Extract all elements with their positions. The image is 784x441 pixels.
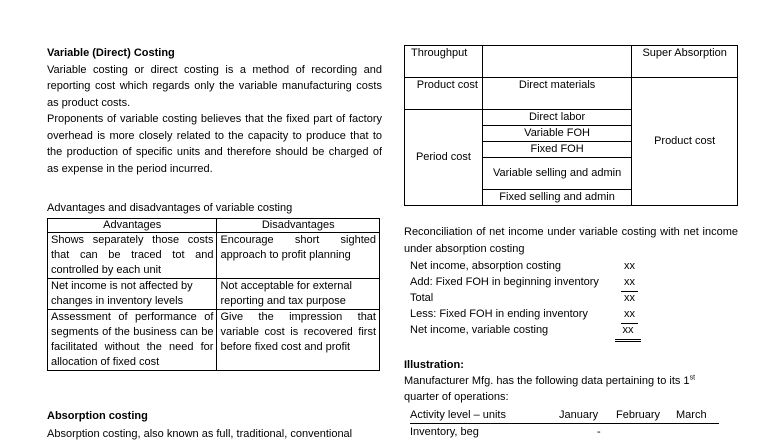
absorption-costing-title: Absorption costing	[47, 410, 148, 422]
variable-foh-cell: Variable FOH	[482, 126, 631, 142]
illustration-intro-text: Manufacturer Mfg. has the following data pertaining to its 1	[404, 375, 690, 387]
advantage-cell: Net income is not affected by changes in inventory levels	[48, 279, 217, 310]
variable-selling-cell: Variable selling and admin	[482, 158, 631, 190]
variable-costing-title: Variable (Direct) Costing	[47, 47, 175, 59]
costing-methods-table	[404, 45, 738, 206]
period-cost-label: Period cost	[405, 110, 483, 206]
super-absorption-header: Super Absorption	[632, 46, 738, 78]
variable-costing-paragraph-2: Proponents of variable costing believes that the fixed part of factory overhead is more closely related to the capacity to produce that to the production of specific units and therefore should be charged of as expense in the period incurred.	[47, 113, 382, 175]
reconciliation-line	[410, 274, 640, 290]
table-row	[410, 424, 719, 441]
illustration-intro	[404, 373, 695, 390]
reconciliation-amount: xx	[621, 306, 638, 324]
advantages-header: Advantages	[48, 219, 217, 233]
reconciliation-label: Net income, variable costing	[410, 324, 549, 336]
inventory-beg-january: -	[597, 426, 601, 438]
reconciliation-amount: xx	[615, 322, 641, 342]
product-cost-label: Product cost	[405, 78, 483, 110]
illustration-title: Illustration:	[404, 359, 464, 371]
reconciliation-label: Net income, absorption costing	[410, 260, 562, 272]
activity-level-header: Activity level – units	[410, 409, 506, 421]
disadvantage-cell: Encourage short sighted approach to profit planning	[217, 233, 380, 279]
advantage-cell: Shows separately those costs that can be traced tot and controlled by each unit	[48, 233, 217, 279]
reconciliation-label: Add: Fixed FOH in beginning inventory	[410, 276, 599, 288]
advantage-cell: Assessment of performance of segments of the business can be facilitated without the need for allocation of fixed cost	[48, 310, 217, 371]
january-header: January	[559, 409, 599, 421]
reconciliation-amount: xx	[621, 274, 638, 292]
absorption-costing-text: Absorption costing, also known as full, traditional, conventional	[47, 428, 353, 440]
reconciliation-line	[410, 322, 640, 338]
table-row	[48, 233, 380, 279]
disadvantage-cell: Give the impression that variable cost is recovered first before fixed cost and profit	[217, 310, 380, 371]
reconciliation-line	[410, 306, 640, 322]
disadvantages-header: Disadvantages	[217, 219, 380, 233]
fixed-foh-cell: Fixed FOH	[482, 142, 631, 158]
table-row	[405, 78, 738, 110]
table-row	[405, 46, 738, 78]
reconciliation-label: Total	[410, 292, 434, 304]
adv-section-title: Advantages and disadvantages of variable costing	[47, 202, 293, 214]
reconciliation-label: Less: Fixed FOH in ending inventory	[410, 308, 588, 320]
disadvantage-cell: Not acceptable for external reporting and tax purpose	[217, 279, 380, 310]
table-row	[48, 310, 380, 371]
illustration-intro-line2: quarter of operations:	[404, 391, 509, 403]
throughput-header: Throughput	[405, 46, 483, 78]
illustration-header-row	[410, 407, 719, 424]
advantages-table	[47, 218, 380, 371]
february-header: February	[616, 409, 661, 421]
direct-labor-cell: Direct labor	[482, 110, 631, 126]
illustration-intro-sup: st	[689, 374, 696, 382]
reconciliation-title: Reconciliation of net income under variable costing with net income under absorption costing	[404, 226, 738, 255]
variable-costing-section	[47, 45, 382, 177]
table-header-row	[48, 219, 380, 233]
reconciliation-line	[410, 258, 640, 274]
fixed-selling-cell: Fixed selling and admin	[482, 190, 631, 206]
reconciliation-amount: xx	[624, 260, 635, 272]
empty-header-cell	[482, 46, 631, 78]
reconciliation-line	[410, 290, 640, 306]
inventory-beg-label: Inventory, beg	[410, 426, 479, 438]
table-row	[48, 279, 380, 310]
reconciliation-amount: xx	[624, 292, 635, 304]
direct-materials-cell: Direct materials	[482, 78, 631, 110]
variable-costing-paragraph-1: Variable costing or direct costing is a method of recording and reporting cost which regards only the variable manufacturing costs as product costs.	[47, 63, 382, 109]
product-cost-right-cell: Product cost	[632, 78, 738, 206]
march-header: March	[676, 409, 707, 421]
